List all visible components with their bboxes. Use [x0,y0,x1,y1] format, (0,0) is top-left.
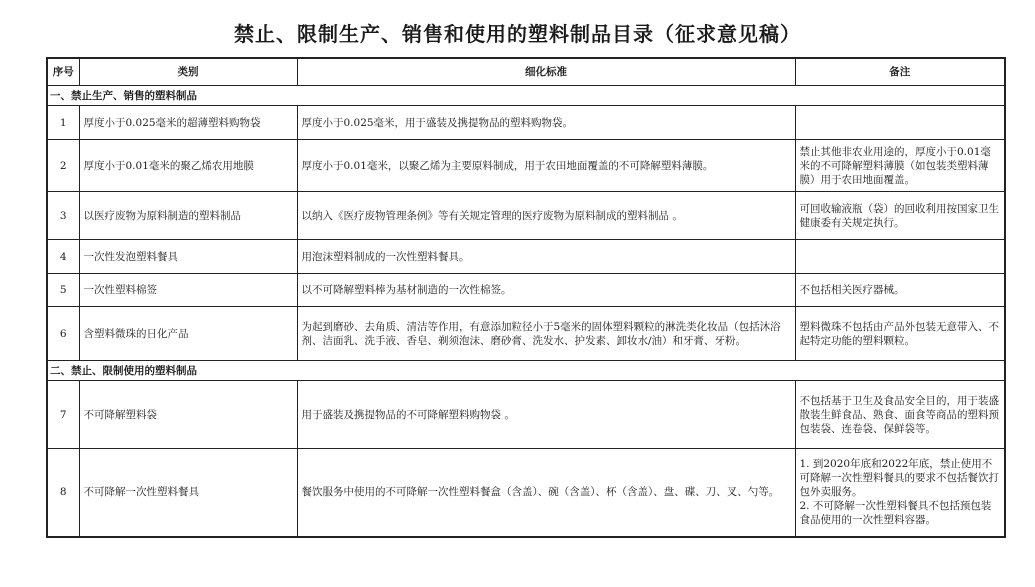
row-number: 4 [47,240,79,274]
row-category: 不可降解一次性塑料餐具 [79,449,297,537]
header-category: 类别 [79,58,297,86]
row-standard: 以不可降解塑料棒为基材制造的一次性棉签。 [297,274,795,307]
row-number: 1 [47,106,79,140]
row-standard: 用于盛装及携提物品的不可降解塑料购物袋 。 [297,381,795,449]
remark-item: 1. 到2020年底和2022年底，禁止使用不可降解一次性塑料餐具的要求不包括餐饮打包外卖服务。 [799,458,999,499]
row-remarks: 可回收输液瓶（袋）的回收利用按国家卫生健康委有关规定执行。 [795,192,1005,240]
row-category: 厚度小于0.025毫米的超薄塑料购物袋 [79,106,297,140]
header-no: 序号 [47,58,79,86]
table-row [47,274,1005,307]
row-remarks: 塑料微珠不包括由产品外包装无意带入、不起特定功能的塑料颗粒。 [795,307,1005,361]
row-category: 以医疗废物为原料制造的塑料制品 [79,192,297,240]
row-category: 不可降解塑料袋 [79,381,297,449]
section-row [47,86,1005,106]
row-standard: 厚度小于0.025毫米，用于盛装及携提物品的塑料购物袋。 [297,106,795,140]
row-remarks [795,449,1005,537]
row-remarks [795,106,1005,140]
table-row [47,307,1005,361]
table-row [47,381,1005,449]
row-number: 6 [47,307,79,361]
header-remarks: 备注 [795,58,1005,86]
row-standard: 以纳入《医疗废物管理条例》等有关规定管理的医疗废物为原料制成的塑料制品 。 [297,192,795,240]
table-row [47,140,1005,192]
table-row [47,240,1005,274]
row-remarks: 不包括基于卫生及食品安全目的，用于装盛散装生鲜食品、熟食、面食等商品的塑料预包装袋、连卷袋、保鲜袋等。 [795,381,1005,449]
row-category: 厚度小于0.01毫米的聚乙烯农用地膜 [79,140,297,192]
page-title: 禁止、限制生产、销售和使用的塑料制品目录（征求意见稿） [234,22,801,46]
row-remarks [795,240,1005,274]
table-row [47,192,1005,240]
row-number: 3 [47,192,79,240]
row-category: 含塑料微珠的日化产品 [79,307,297,361]
section-title: 一、禁止生产、销售的塑料制品 [47,86,1005,106]
row-number: 2 [47,140,79,192]
row-number: 8 [47,449,79,537]
row-category: 一次性塑料棉签 [79,274,297,307]
section-row [47,361,1005,381]
section-title: 二、禁止、限制使用的塑料制品 [47,361,1005,381]
table-row [47,106,1005,140]
row-number: 5 [47,274,79,307]
row-standard: 餐饮服务中使用的不可降解一次性塑料餐盒（含盖）、碗（含盖）、杯（含盖）、盘、碟、刀、叉、勺等。 [297,449,795,537]
table-row [47,449,1005,537]
header-standard: 细化标准 [297,58,795,86]
remark-item: 2. 不可降解一次性塑料餐具不包括预包装食品使用的一次性塑料容器。 [799,500,992,527]
row-remarks: 不包括相关医疗器械。 [795,274,1005,307]
table-header-row [47,58,1005,86]
row-number: 7 [47,381,79,449]
row-remarks: 禁止其他非农业用途的，厚度小于0.01毫米的不可降解塑料薄膜（如包装类塑料薄膜）用于农田地面覆盖。 [795,140,1005,192]
catalog-table [46,57,1006,538]
row-category: 一次性发泡塑料餐具 [79,240,297,274]
row-standard: 为起到磨砂、去角质、清洁等作用，有意添加粒径小于5毫米的固体塑料颗粒的淋洗类化妆品（包括沐浴剂、洁面乳、洗手液、香皂、剃须泡沫、磨砂膏、洗发水、护发素、卸妆水/油）和牙膏、牙粉。 [297,307,795,361]
row-standard: 厚度小于0.01毫米，以聚乙烯为主要原料制成，用于农田地面覆盖的不可降解塑料薄膜。 [297,140,795,192]
row-standard: 用泡沫塑料制成的一次性塑料餐具。 [297,240,795,274]
